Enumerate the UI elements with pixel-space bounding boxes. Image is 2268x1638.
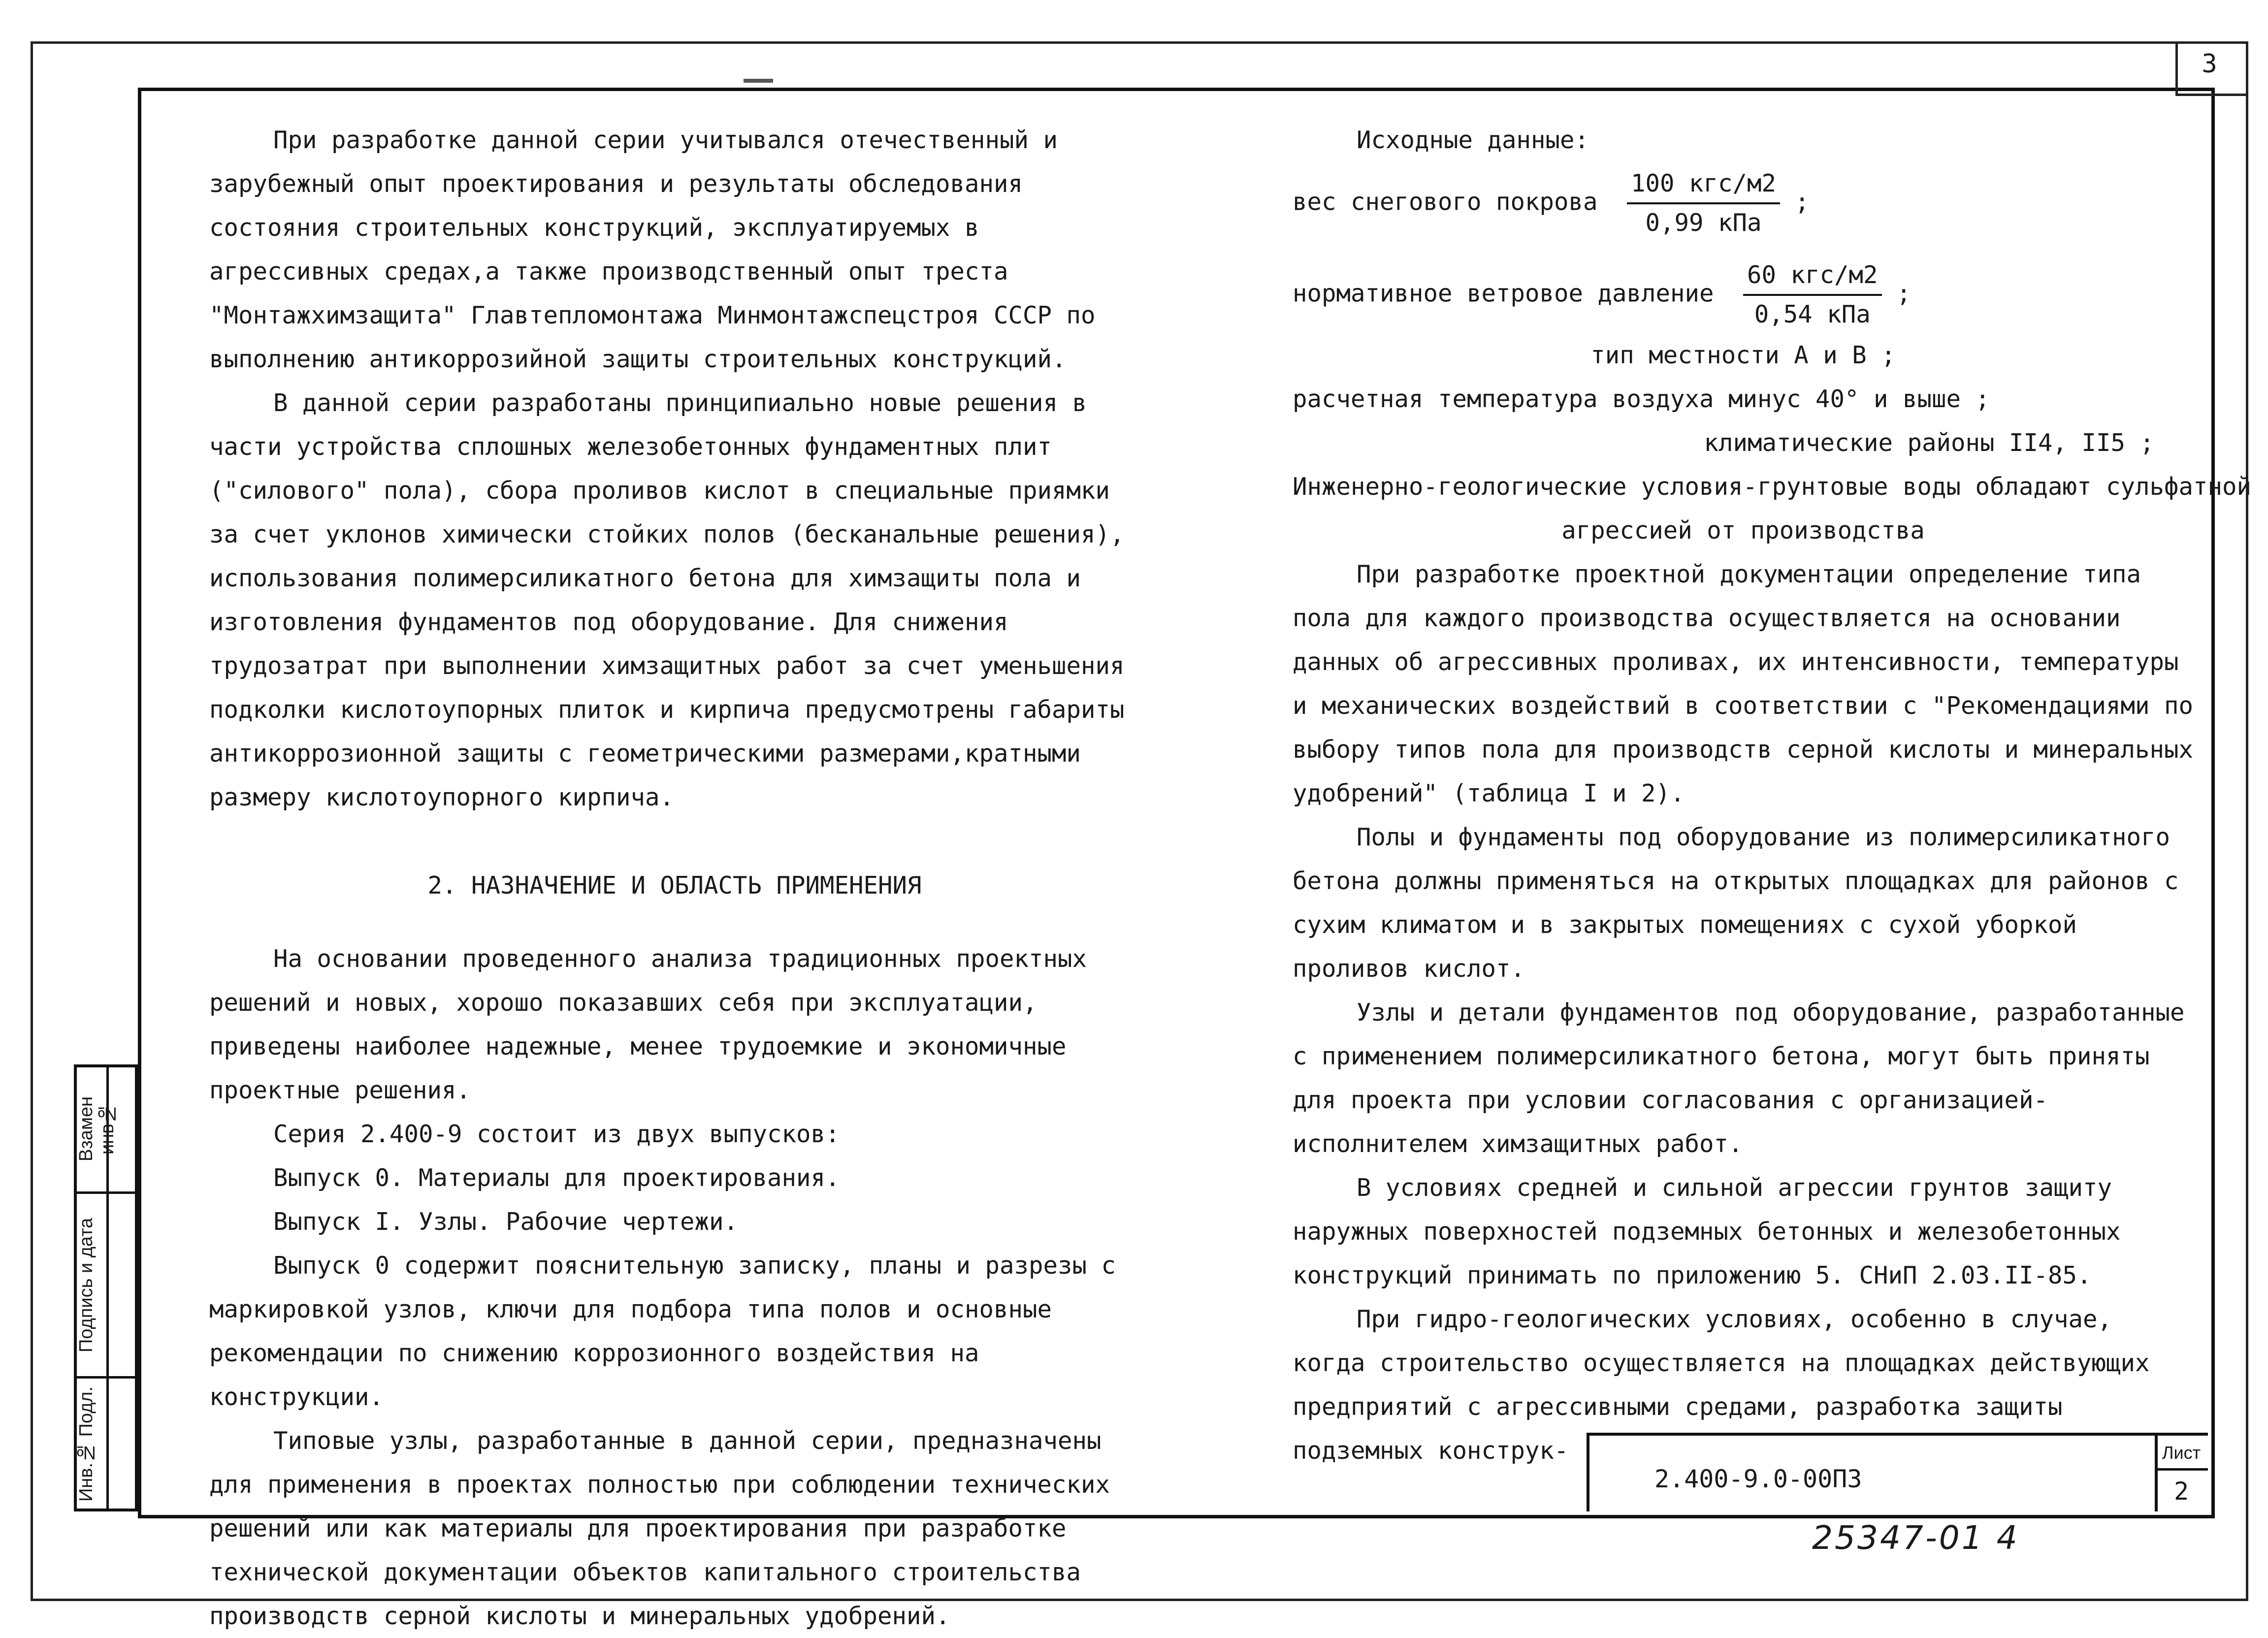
inv-no-label: Инв.№ Подл. (76, 1386, 97, 1502)
paragraph: В данной серии разработаны принципиально новые решения в части устройства сплошных железобетонных фундаментных плит ("силового" пола), сбора проливов кислот в специальные приямки за счет уклонов химически стойких полов (бесканальные решения), использования полимерсиликатного бетона для химзащиты пола и изготовления фундаментов под оборудование. Для снижения трудозатрат при выполнении химзащитных работ за счет уменьшения подколки кислотоупорных плиток и кирпича предусмотрены габариты антикоррозионной защиты с геометрическими размерами,кратными размеру кислотоупорного кирпича. (209, 389, 1125, 811)
scan-mark (744, 79, 773, 83)
snow-load-kpa: 0,99 кПа (1645, 209, 1762, 237)
wind-load-fraction (1743, 257, 1882, 333)
snow-load-kgs: 100 кгс/м2 (1627, 165, 1780, 204)
right-column (1293, 118, 2252, 1473)
paragraph: При разработке проектной документации определение типа пола для каждого производства осуществляется на основании данных об агрессивных проливах, их интенсивности, температуры и механических воздействий в соответствии с "Рекомендациями по выбору типов пола для производств серной кислоты и минеральных удобрений" (таблица I и 2). (1293, 560, 2194, 807)
side-stamp-divider (74, 1376, 138, 1379)
sheet-number: 2 (2173, 1477, 2189, 1506)
sheet-label: Лист (2162, 1443, 2201, 1463)
snow-load-label: вес снегового покрова (1293, 188, 1598, 216)
semicolon: ; (1795, 188, 1810, 216)
section-heading: 2. НАЗНАЧЕНИЕ И ОБЛАСТЬ ПРИМЕНЕНИЯ (427, 871, 922, 899)
replaced-inv-label: Взамен инв№ (76, 1096, 118, 1161)
paragraph: Выпуск I. Узлы. Рабочие чертежи. (273, 1208, 739, 1236)
page-number: 3 (2202, 49, 2217, 79)
semicolon: ; (1896, 279, 1912, 308)
left-column (209, 118, 1140, 1638)
wind-load-kgs: 60 кгс/м2 (1743, 257, 1882, 296)
paragraph: В условиях средней и сильной агрессии грунтов защиту наружных поверхностей подземных бетонных и железобетонных конструкций принимать по приложению 5. СНиП 2.03.II-85. (1293, 1174, 2121, 1289)
paragraph: Серия 2.400-9 состоит из двух выпусков: (273, 1120, 840, 1148)
paragraph: При гидро-геологических условиях, особенно в случае, когда строительство осуществляется на площадках действующих предприятий с агрессивными средами, разработка защиты подземных конструк- (1293, 1305, 2150, 1465)
sheet-cell-divider (2155, 1468, 2208, 1471)
wind-load-row (1293, 257, 2194, 333)
wind-load-kpa: 0,54 кПа (1754, 300, 1871, 328)
document-code: 2.400-9.0-00ПЗ (1654, 1465, 1862, 1493)
terrain-type: тип местности А и В ; (1590, 341, 1896, 369)
paragraph: На основании проведенного анализа традиционных проектных решений и новых, хорошо показавших себя при эксплуатации, приведены наиболее надежные, менее трудоемкие и экономичные проектные решения. (209, 945, 1087, 1104)
design-temperature: расчетная температура воздуха минус 40° и выше ; (1293, 385, 1990, 413)
paragraph: Полы и фундаменты под оборудование из полимерсиликатного бетона должны применяться на открытых площадках для районов с сухим климатом и в закрытых помещениях с сухой уборкой проливов кислот. (1293, 823, 2179, 983)
climate-regions: климатические районы II4, II5 ; (1704, 429, 2154, 457)
sign-date-label: Подпись и дата (76, 1218, 97, 1352)
paragraph: Выпуск 0 содержит пояснительную записку, планы и разрезы с маркировкой узлов, ключи для подбора типа полов и основные рекомендации по снижению коррозионного воздействия на конструкции. (209, 1252, 1116, 1411)
paragraph: При разработке данной серии учитывался отечественный и зарубежный опыт проектирования и результаты обследования состояния строительных конструкций, эксплуатируемых в агрессивных средах,а также производственный опыт треста "Монтажхимзащита" Главтепломонтажа Минмонтажспецстроя СССР по выполнению антикоррозийной защиты строительных конструкций. (209, 126, 1096, 373)
paragraph: Выпуск 0. Материалы для проектирования. (273, 1164, 840, 1192)
side-stamp-divider (74, 1191, 138, 1194)
snow-load-row (1293, 165, 2194, 242)
archive-number: 25347-01 4 (1812, 1519, 2019, 1557)
wind-load-label: нормативное ветровое давление (1293, 279, 1714, 308)
geology-line: агрессией от производства (1561, 516, 1925, 545)
initial-data-heading: Исходные данные: (1357, 126, 1589, 154)
geology-line: Инженерно-геологические условия-грунтовые воды обладают сульфатной (1293, 473, 2252, 501)
snow-load-fraction (1627, 165, 1780, 242)
paragraph: Узлы и детали фундаментов под оборудование, разработанные с применением полимерсиликатного бетона, могут быть приняты для проекта при условии согласования с организацией-исполнителем химзащитных работ. (1293, 998, 2185, 1158)
paragraph: Типовые узлы, разработанные в данной серии, предназначены для применения в проектах полностью при соблюдении технических решений или как материалы для проектирования при разработке технической документации объектов капитального строительства производств серной кислоты и минеральных удобрений. (209, 1427, 1110, 1630)
